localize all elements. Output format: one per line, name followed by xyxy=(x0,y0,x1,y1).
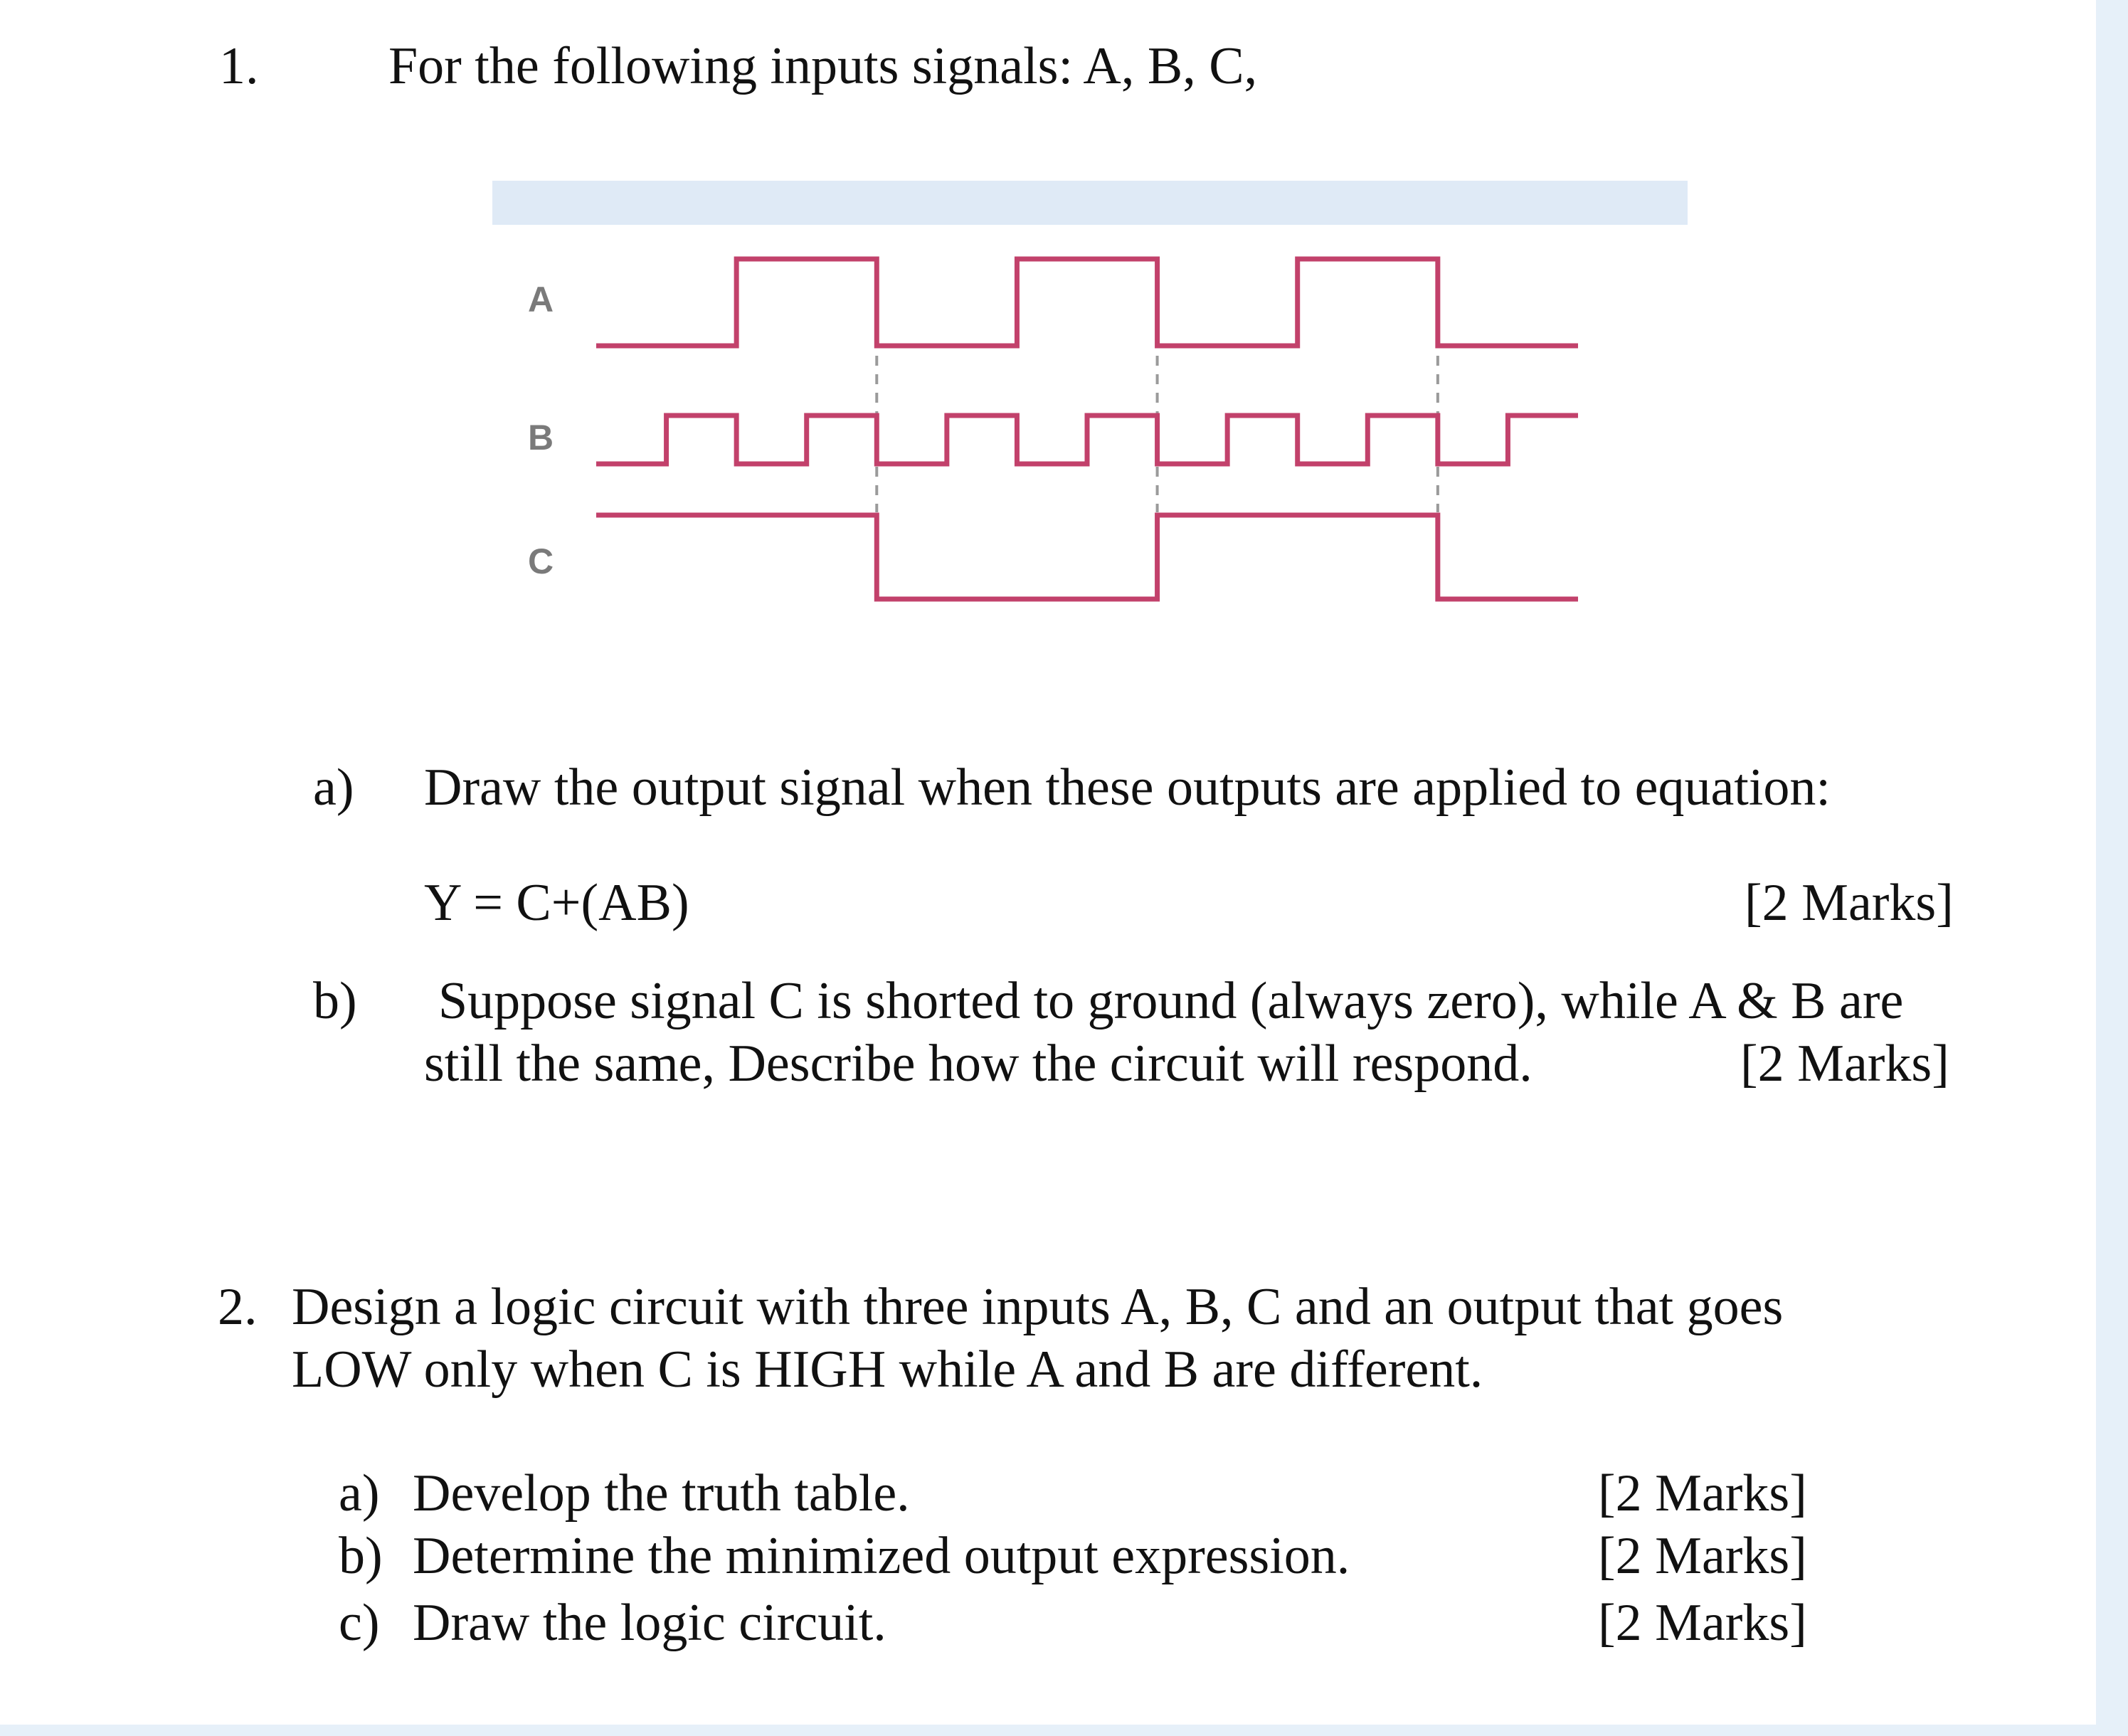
q2-number: 2. xyxy=(218,1278,258,1336)
q2-part-b-text: Determine the minimized output expression. xyxy=(413,1527,1350,1585)
q2-part-c-text: Draw the logic circuit. xyxy=(413,1594,886,1652)
q2-line1: Design a logic circuit with three inputs A, B, C and an output that goes xyxy=(292,1278,1784,1336)
waveform-a xyxy=(596,259,1578,346)
q1-part-a-text: Draw the output signal when these outputs are applied to equation: xyxy=(424,758,1831,817)
waveform-b xyxy=(596,416,1578,464)
q1-part-a-marks: [2 Marks] xyxy=(1745,874,1954,932)
q2-part-c-marks: [2 Marks] xyxy=(1598,1594,1807,1652)
q2-part-a-marks: [2 Marks] xyxy=(1598,1464,1807,1523)
q2-line2: LOW only when C is HIGH while A and B are different. xyxy=(292,1340,1483,1399)
q1-part-b-line1: Suppose signal C is shorted to ground (always zero), while A & B are xyxy=(438,972,1904,1030)
q1-part-b-marks: [2 Marks] xyxy=(1740,1034,1949,1093)
signal-label-b: B xyxy=(527,418,554,457)
q2-part-b-marks: [2 Marks] xyxy=(1598,1527,1807,1585)
q1-equation: Y = C+(AB) xyxy=(424,874,689,932)
q1-part-b-label: b) xyxy=(313,972,357,1030)
q2-part-a-text: Develop the truth table. xyxy=(413,1464,910,1523)
q1-part-b-line2: still the same, Describe how the circuit will respond. xyxy=(424,1034,1533,1093)
q2-part-c-label: c) xyxy=(339,1594,380,1652)
signal-label-a: A xyxy=(527,280,554,319)
q2-part-b-label: b) xyxy=(339,1527,383,1585)
signal-label-c: C xyxy=(527,541,554,581)
q1-part-a-label: a) xyxy=(313,758,354,817)
q1-number: 1. xyxy=(219,37,259,95)
q2-part-a-label: a) xyxy=(339,1464,380,1523)
waveform-c xyxy=(596,515,1578,599)
q1-text: For the following inputs signals: A, B, C, xyxy=(388,37,1258,95)
